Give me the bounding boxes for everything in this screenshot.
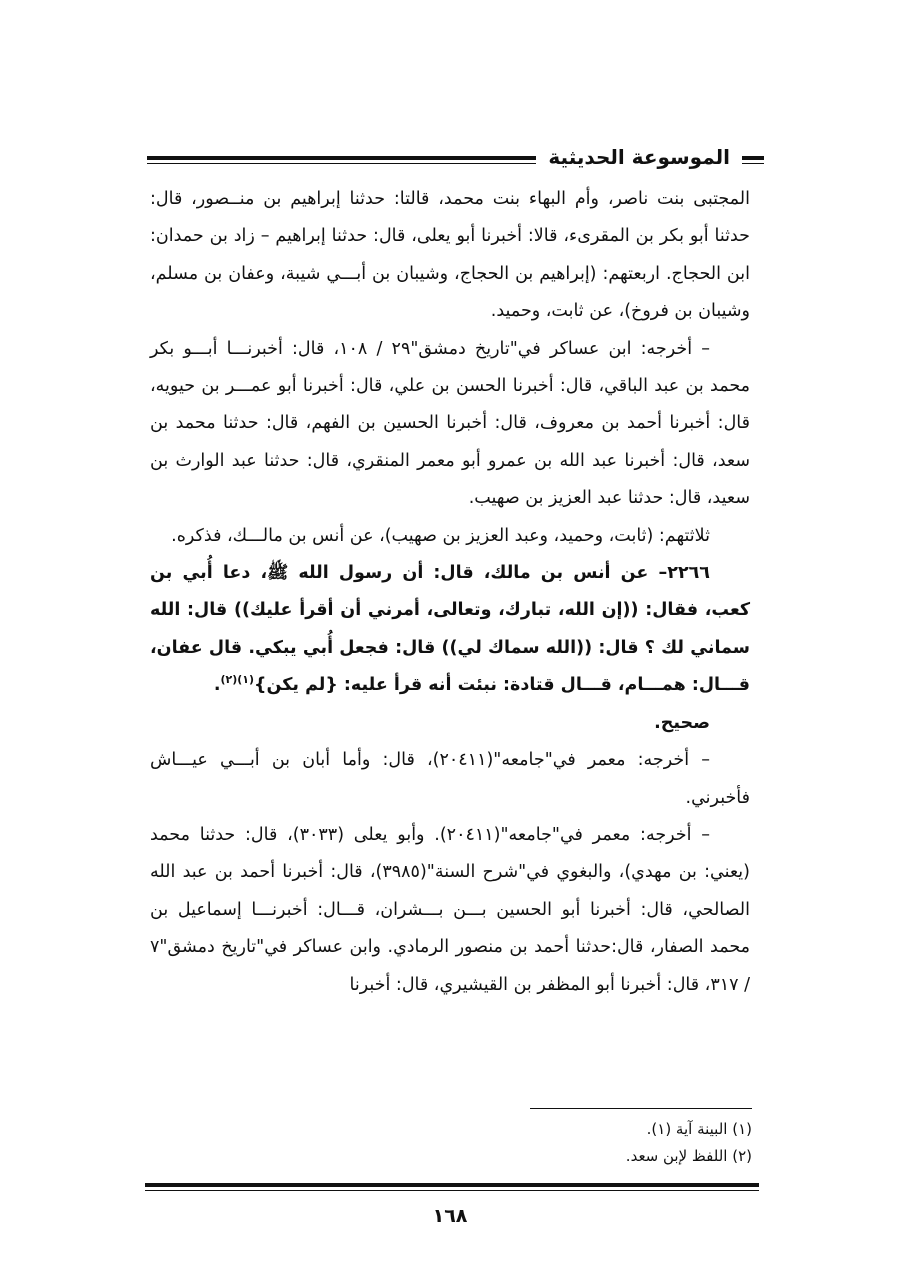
footer-rule-thin xyxy=(145,1190,759,1191)
grading-paragraph: صحيح. xyxy=(654,712,710,733)
main-text xyxy=(150,181,750,1004)
paragraph: المجتبى بنت ناصر، وأم البهاء بنت محمد، قالتا: حدثنا إبراهيم بن منــصور، قال: حدثنا أبو بكر بن المقرىء، قالا: أخبرنا أبو يعلى، قال: حدثنا إبراهيم – زاد بن حمدان: ابن الحجاج. اربعتهم: (إبراهيم بن الحجاج، وشيبان بن أبـــي شيبة، وعفان بن مسلم، وشيبان بن فروخ)، عن ثابت، وحميد. xyxy=(150,189,750,322)
footnote: (١) البينة آية (١). xyxy=(646,1120,752,1138)
hadith-end: . xyxy=(213,675,221,696)
paragraph: ثلاثتهم: (ثابت، وحميد، وعبد العزيز بن صهيب)، عن أنس بن مالـــك، فذكره. xyxy=(171,525,710,546)
page-header xyxy=(147,143,764,177)
hadith-paragraph xyxy=(150,555,750,705)
hadith-text: ٢٢٦٦– عن أنس بن مالك، قال: أن رسول الله ﷺ، دعا أُبي بن كعب، فقال: ((إن الله، تبارك، وتعالى، أمرني أن أقرأ عليك)) قال: الله سماني لك ؟ قال: ((الله سماك لي)) قال: فجعل أُبي يبكي. قال عفان، قـــال: همـــام، قـــال قتادة: نبئت أنه قرأ عليه: {لم يكن} xyxy=(150,563,750,696)
footer-rule-thick xyxy=(145,1183,759,1187)
footnote: (٢) اللفظ لإبن سعد. xyxy=(625,1147,752,1165)
page-number: ١٦٨ xyxy=(432,1205,468,1227)
paragraph: – أخرجه: معمر في"جامعه"(٢٠٤١١). وأبو يعلى (٣٠٣٣)، قال: حدثنا محمد (يعني: بن مهدي)، والبغوي في"شرح السنة"(٣٩٨٥)، قال: أخبرنا أحمد بن عبد الله الصالحي، قال: أخبرنا أبو الحسين بـــن بـــشران، قـــال: أخبرنـــا إسماعيل بن محمد الصفار، قال:حدثنا أحمد بن منصور الرمادي. وابن عساكر في"تاريخ دمشق"٧ / ٣١٧، قال: أخبرنا أبو المظفر بن القيشيري، قال: أخبرنا xyxy=(150,824,751,995)
footnote-reference: (١)(٢) xyxy=(220,673,255,687)
header-title: الموسوعة الحديثية xyxy=(536,143,742,171)
footnotes xyxy=(300,1116,752,1170)
paragraph: – أخرجه: ابن عساكر في"تاريخ دمشق"٢٩ / ١٠٨، قال: أخبرنـــا أبـــو بكر محمد بن عبد الباقي، قال: أخبرنا الحسن بن علي، قال: أخبرنا أبو عمـــر بن حيويه، قال: أخبرنا أحمد بن معروف، قال: أخبرنا الحسين بن الفهم، قال: حدثنا محمد بن سعد، قال: أخبرنا عبد الله بن عمرو أبو معمر المنقري، قال: حدثنا عبد الوارث بن سعيد، قال: حدثنا عبد العزيز بن صهيب. xyxy=(150,338,750,509)
paragraph: – أخرجه: معمر في"جامعه"(٢٠٤١١)، قال: وأما أبان بن أبـــي عيـــاش فأخبرني. xyxy=(150,750,750,808)
footnote-separator xyxy=(530,1108,752,1109)
